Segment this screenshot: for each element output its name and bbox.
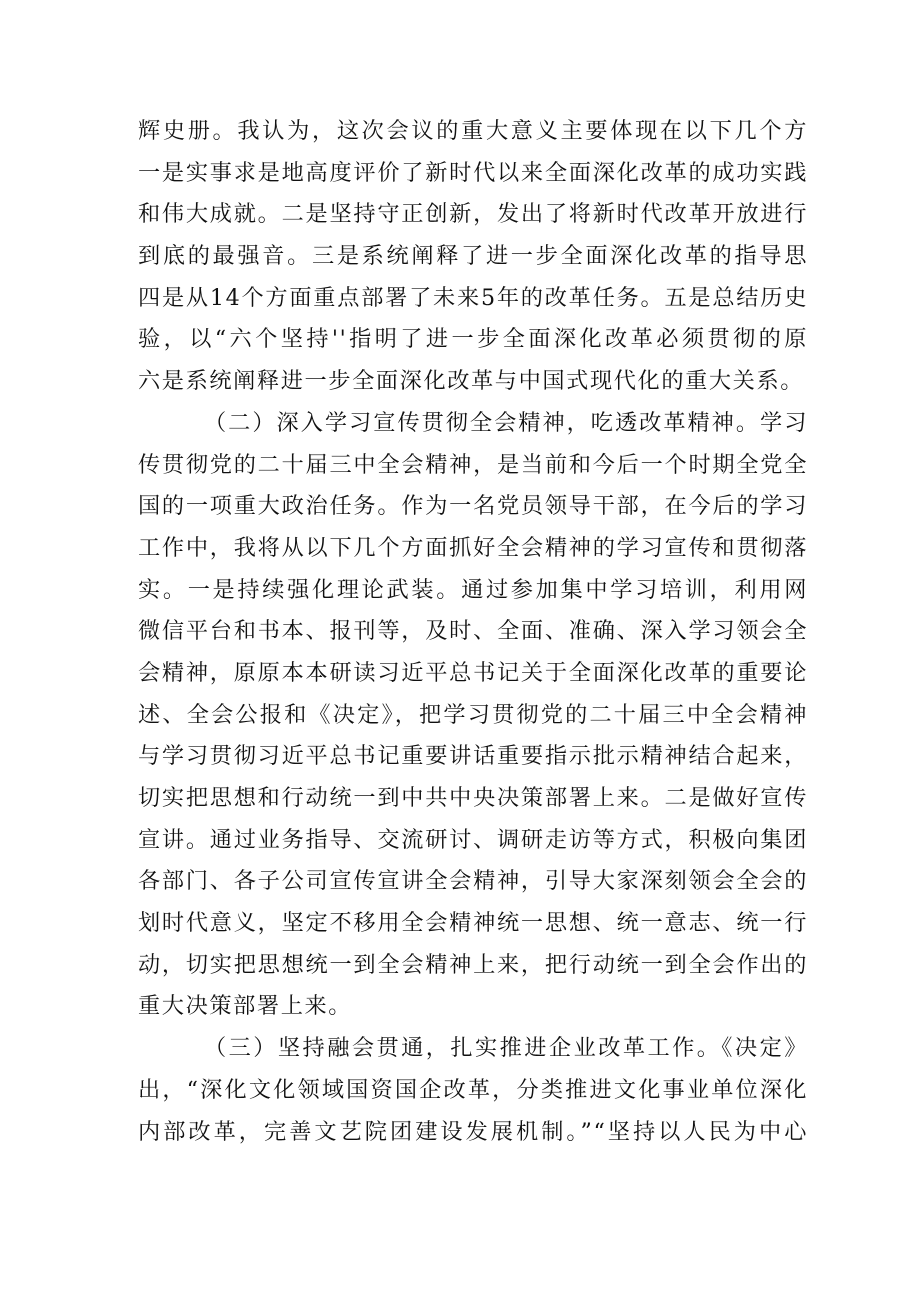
text-line: 一是实事求是地高度评价了新时代以来全面深化改革的成功实践	[138, 159, 808, 186]
text-line: 六是系统阐释进一步全面深化改革与中国式现代化的重大关系。	[138, 368, 805, 395]
text-line: 会精神，原原本本研读习近平总书记关于全面深化改革的重要论	[138, 659, 808, 686]
text-line: 各部门、各子公司宣传宣讲全会精神，引导大家深刻领会全会的	[138, 868, 808, 895]
text-line: 内部改革，完善文艺院团建设发展机制。”“坚持以人民为中心	[138, 1118, 808, 1145]
text-line: 工作中，我将从以下几个方面抓好全会精神的学习宣传和贯彻落	[138, 534, 808, 561]
text-line: 验，以“六个坚持''指明了进一步全面深化改革必须贯彻的原	[138, 326, 808, 353]
text-line: 国的一项重大政治任务。作为一名党员领导干部，在今后的学习	[138, 493, 808, 520]
text-line: 辉史册。我认为，这次会议的重大意义主要体现在以下几个方	[138, 118, 808, 144]
text-line: 传贯彻党的二十届三中全会精神，是当前和今后一个时期全党全	[138, 451, 808, 478]
text-line: 动，切实把思想统一到全会精神上来，把行动统一到全会作出的	[138, 951, 808, 978]
text-line: 重大决策部署上来。	[138, 993, 353, 1020]
text-line: 宣讲。通过业务指导、交流研讨、调研走访等方式，积极向集团	[138, 826, 808, 853]
text-line: 到底的最强音。三是系统阐释了进一步全面深化改革的指导思	[138, 243, 808, 270]
paragraph-heading-line: （二）深入学习宣传贯彻全会精神，吃透改革精神。学习	[204, 409, 808, 436]
paragraph-heading-line: （三）坚持融会贯通，扎实推进企业改革工作。《决定》	[204, 1035, 808, 1062]
text-line: 实。一是持续强化理论武装。通过参加集中学习培训，利用网	[138, 576, 808, 603]
text-line: 与学习贯彻习近平总书记重要讲话重要指示批示精神结合起来，	[138, 743, 808, 770]
document-body	[138, 111, 808, 1153]
text-line: 四是从14个方面重点部署了未来5年的改革任务。五是总结历史	[138, 284, 808, 311]
text-line: 述、全会公报和《决定》，把学习贯彻党的二十届三中全会精神	[138, 701, 808, 728]
text-line: 出，“深化文化领域国资国企改革，分类推进文化事业单位深化	[138, 1076, 808, 1103]
text-line: 微信平台和书本、报刊等，及时、全面、准确、深入学习领会全	[138, 618, 808, 645]
text-line: 和伟大成就。二是坚持守正创新，发出了将新时代改革开放进行	[138, 201, 808, 228]
text-line: 切实把思想和行动统一到中共中央决策部署上来。二是做好宣传	[138, 785, 808, 811]
text-line: 划时代意义，坚定不移用全会精神统一思想、统一意志、统一行	[138, 910, 808, 937]
